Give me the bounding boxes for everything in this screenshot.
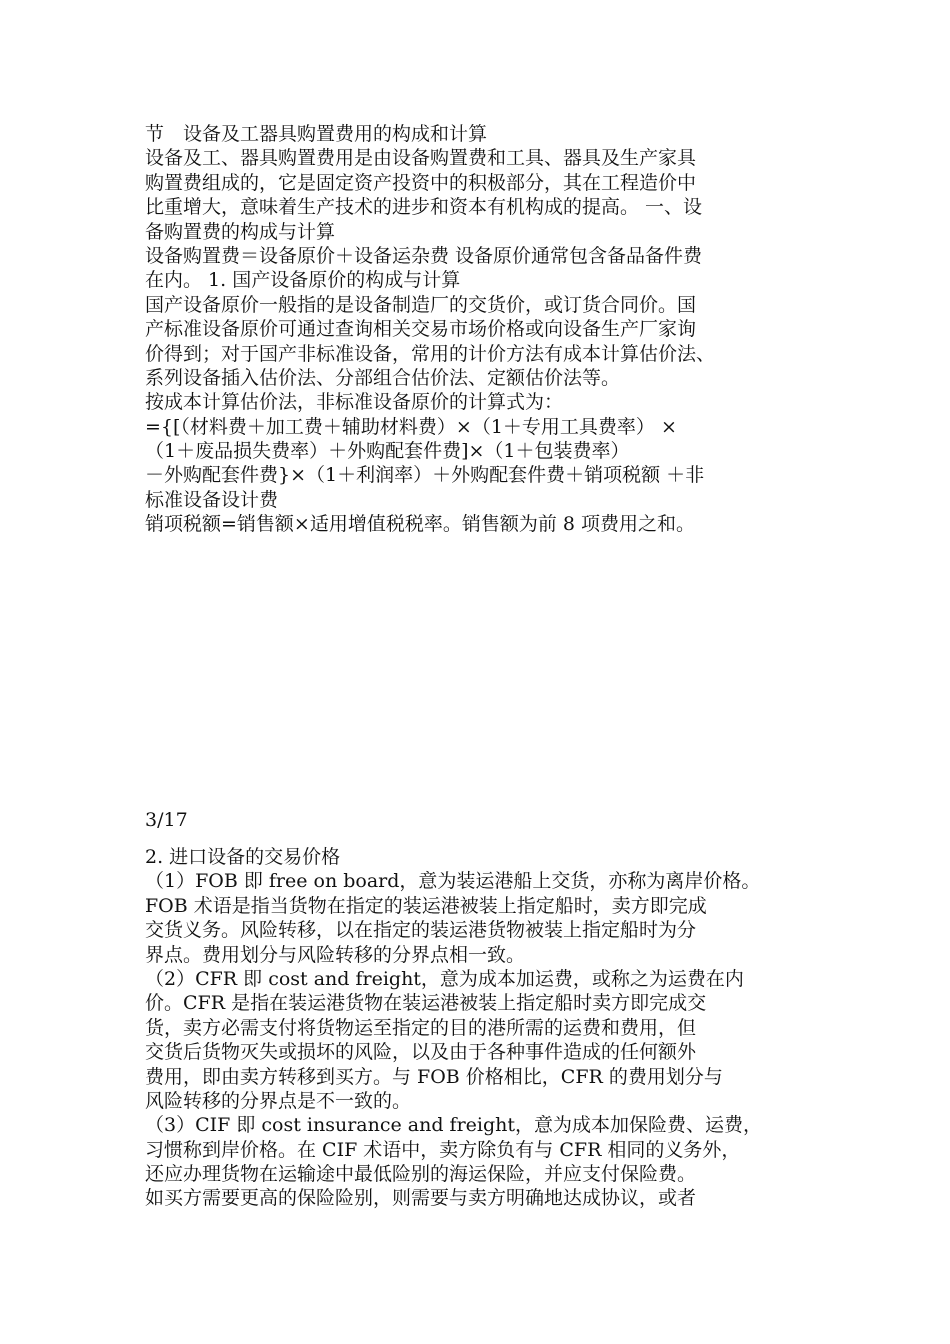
paragraph-line: 如买方需要更高的保险险别，则需要与卖方明确地达成协议，或者 [145, 1187, 697, 1210]
paragraph-line: 在内。 1. 国产设备原价的构成与计算 [145, 269, 461, 292]
paragraph-line: 价。CFR 是指在装运港货物在装运港被装上指定船时卖方即完成交 [145, 992, 707, 1015]
paragraph-line: 交货后货物灭失或损坏的风险，以及由于各种事件造成的任何额外 [145, 1041, 697, 1064]
paragraph-line: （3）CIF 即 cost insurance and freight，意为成本加保险费、运费， [145, 1114, 763, 1137]
paragraph-line: 国产设备原价一般指的是设备制造厂的交货价，或订货合同价。国 [145, 293, 697, 316]
paragraph-line: 系列设备插入估价法、分部组合估价法、定额估价法等。 [145, 366, 621, 389]
paragraph-line: 货，卖方必需支付将货物运至指定的目的港所需的运费和费用，但 [145, 1016, 697, 1039]
section-import-equipment-price [145, 845, 810, 1211]
page-number: 3/17 [145, 809, 188, 831]
paragraph-line: 备购置费的构成与计算 [145, 220, 336, 243]
paragraph-line: 习惯称到岸价格。在 CIF 术语中，卖方除负有与 CFR 相同的义务外， [145, 1138, 741, 1161]
formula-line: ={[（材料费＋加工费＋辅助材料费）×（1＋专用工具费率） × [145, 415, 677, 438]
paragraph-line: 还应办理货物在运输途中最低险别的海运保险，并应支付保险费。 [145, 1163, 697, 1186]
paragraph-line: （1）FOB 即 free on board，意为装运港船上交货，亦称为离岸价格。 [145, 870, 761, 893]
paragraph-line: 销项税额=销售额×适用增值税税率。销售额为前 8 项费用之和。 [145, 513, 696, 536]
paragraph-line: FOB 术语是指当货物在指定的装运港被装上指定船时，卖方即完成 [145, 894, 707, 917]
paragraph-line: 价得到；对于国产非标准设备，常用的计价方法有成本计算估价法、 [145, 342, 716, 365]
paragraph-line: 设备购置费＝设备原价＋设备运杂费 设备原价通常包含备品备件费 [145, 244, 703, 267]
formula-line: （1＋废品损失费率）＋外购配套件费]×（1＋包装费率） [145, 440, 630, 463]
paragraph-line: 产标准设备原价可通过查询相关交易市场价格或向设备生产厂家询 [145, 318, 697, 341]
formula-line: －外购配套件费}×（1＋利润率）＋外购配套件费＋销项税额 ＋非 [145, 464, 705, 487]
paragraph-line: 设备及工、器具购置费用是由设备购置费和工具、器具及生产家具 [145, 147, 697, 170]
paragraph-line: 购置费组成的，它是固定资产投资中的积极部分，其在工程造价中 [145, 171, 697, 194]
paragraph-line: 交货义务。风险转移，以在指定的装运港货物被装上指定船时为分 [145, 919, 697, 942]
section-heading: 节 设备及工器具购置费用的构成和计算 [145, 123, 488, 145]
paragraph-line: 按成本计算估价法，非标准设备原价的计算式为： [145, 391, 564, 414]
paragraph-line: 界点。费用划分与风险转移的分界点相一致。 [145, 943, 526, 966]
formula-line: 标准设备设计费 [145, 488, 279, 511]
paragraph-line: 风险转移的分界点是不一致的。 [145, 1089, 412, 1112]
paragraph-line: 费用，即由卖方转移到买方。与 FOB 价格相比，CFR 的费用划分与 [145, 1065, 723, 1088]
paragraph-line: （2）CFR 即 cost and freight，意为成本加运费，或称之为运费在内 [145, 967, 744, 990]
section-equipment-purchase-cost [145, 122, 810, 537]
paragraph-line: 比重增大，意味着生产技术的进步和资本有机构成的提高。 一、设 [145, 196, 703, 219]
section-heading: 2. 进口设备的交易价格 [145, 846, 341, 868]
